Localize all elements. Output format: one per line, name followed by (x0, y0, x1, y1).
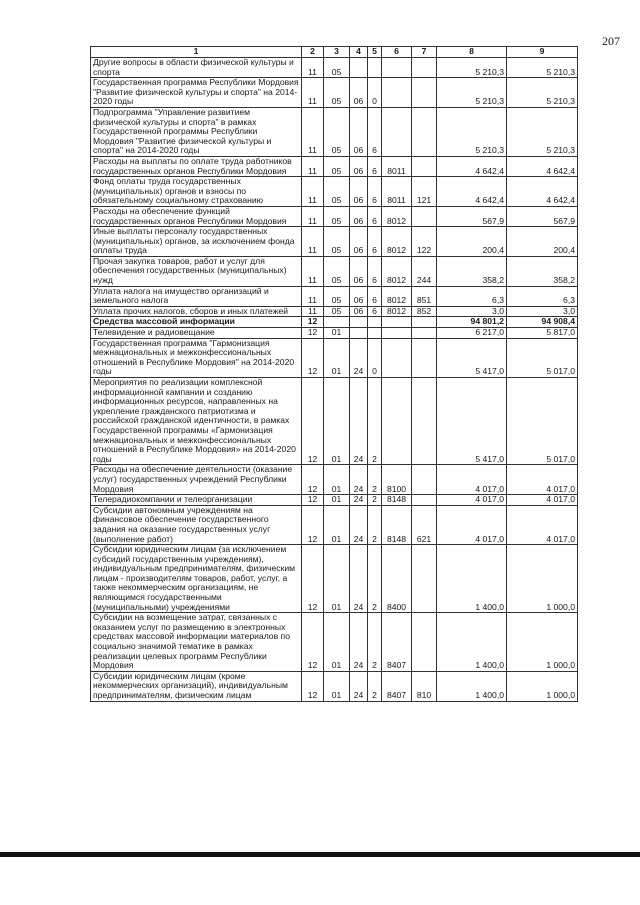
cell-7: 621 (412, 505, 437, 544)
cell-9: 4 017,0 (507, 495, 578, 506)
cell-9: 4 642,4 (507, 156, 578, 176)
cell-4: 24 (350, 505, 368, 544)
cell-9: 3,0 (507, 306, 578, 317)
cell-6: 8100 (382, 465, 412, 495)
row-label: Уплата прочих налогов, сборов и иных платежей (91, 306, 302, 317)
cell-3: 05 (324, 107, 350, 156)
cell-4: 06 (350, 206, 368, 226)
cell-2: 12 (302, 328, 324, 339)
cell-9: 5 210,3 (507, 78, 578, 108)
row-label: Государственная программа "Гармонизация межнациональных и межконфессиональных отношений в Республике Мордовия" на 2014-2020 годы (91, 338, 302, 377)
cell-3: 05 (324, 227, 350, 257)
cell-2: 11 (302, 58, 324, 78)
row-label: Мероприятия по реализации комплексной информационной кампании и созданию информационных ресурсов, направленных на укрепление гражданского патриотизма и российской гражданской идентичности, в рамках Государственной программы «Гармонизация межнациональных и межконфессиональных отношений в Республике Мордовия» на 2014-2020 годы (91, 378, 302, 465)
cell-9: 5 210,3 (507, 107, 578, 156)
table-row (91, 78, 578, 108)
cell-2: 11 (302, 306, 324, 317)
cell-4: 24 (350, 545, 368, 613)
row-label: Подпрограмма "Управление развитием физической культуры и спорта" в рамках Государственной программы Республики Мордовия "Развитие физической культуры и спорта" на 2014-2020 годы (91, 107, 302, 156)
cell-4: 06 (350, 286, 368, 306)
cell-5: 6 (368, 177, 382, 207)
cell-4: 06 (350, 256, 368, 286)
row-label: Расходы на обеспечение деятельности (оказание услуг) государственных учреждений Республики Мордовия (91, 465, 302, 495)
cell-7: 121 (412, 177, 437, 207)
table-row (91, 156, 578, 176)
cell-5: 6 (368, 256, 382, 286)
table-body (91, 58, 578, 702)
cell-7 (412, 545, 437, 613)
cell-6 (382, 328, 412, 339)
cell-4 (350, 328, 368, 339)
col-header: 2 (302, 47, 324, 58)
cell-4: 06 (350, 177, 368, 207)
cell-9: 567,9 (507, 206, 578, 226)
cell-6: 8148 (382, 505, 412, 544)
cell-3: 05 (324, 58, 350, 78)
cell-3: 05 (324, 177, 350, 207)
cell-8: 6,3 (437, 286, 507, 306)
cell-8: 4 642,4 (437, 177, 507, 207)
cell-3: 01 (324, 671, 350, 701)
cell-2: 11 (302, 286, 324, 306)
page-number: 207 (602, 34, 620, 48)
cell-3: 05 (324, 286, 350, 306)
row-label: Прочая закупка товаров, работ и услуг для обеспечения государственных (муниципальных) нужд (91, 256, 302, 286)
cell-3: 01 (324, 465, 350, 495)
cell-9: 6,3 (507, 286, 578, 306)
cell-7 (412, 378, 437, 465)
col-header: 8 (437, 47, 507, 58)
cell-2: 11 (302, 227, 324, 257)
cell-4: 24 (350, 378, 368, 465)
cell-3: 01 (324, 378, 350, 465)
cell-9: 94 908,4 (507, 317, 578, 328)
row-label: Государственная программа Республики Мордовия "Развитие физической культуры и спорта" на 2014-2020 годы (91, 78, 302, 108)
cell-8: 3,0 (437, 306, 507, 317)
cell-8: 4 642,4 (437, 156, 507, 176)
cell-8: 4 017,0 (437, 465, 507, 495)
cell-2: 12 (302, 338, 324, 377)
cell-4: 24 (350, 338, 368, 377)
cell-3: 01 (324, 613, 350, 672)
cell-7 (412, 107, 437, 156)
cell-6: 8012 (382, 206, 412, 226)
cell-4: 24 (350, 671, 368, 701)
row-label: Телерадиокомпании и телеорганизации (91, 495, 302, 506)
cell-9: 4 642,4 (507, 177, 578, 207)
row-label: Субсидии автономным учреждениям на финансовое обеспечение государственного задания на оказание государственных услуг (выполнение работ) (91, 505, 302, 544)
cell-5: 2 (368, 613, 382, 672)
cell-3: 01 (324, 338, 350, 377)
cell-5: 6 (368, 156, 382, 176)
col-header: 6 (382, 47, 412, 58)
bottom-rule (0, 852, 640, 857)
table-row (91, 107, 578, 156)
cell-7 (412, 613, 437, 672)
cell-8: 5 210,3 (437, 58, 507, 78)
cell-4: 06 (350, 227, 368, 257)
table-row (91, 317, 578, 328)
table-row (91, 613, 578, 672)
table-row (91, 328, 578, 339)
cell-9: 1 000,0 (507, 545, 578, 613)
cell-5: 6 (368, 107, 382, 156)
cell-2: 11 (302, 78, 324, 108)
cell-5: 0 (368, 338, 382, 377)
cell-2: 12 (302, 505, 324, 544)
table-row (91, 545, 578, 613)
cell-8: 5 417,0 (437, 378, 507, 465)
table-row (91, 495, 578, 506)
row-label: Уплата налога на имущество организаций и земельного налога (91, 286, 302, 306)
cell-8: 5 417,0 (437, 338, 507, 377)
cell-7: 810 (412, 671, 437, 701)
table-row (91, 505, 578, 544)
cell-5: 2 (368, 671, 382, 701)
cell-6 (382, 58, 412, 78)
cell-7 (412, 465, 437, 495)
cell-2: 12 (302, 545, 324, 613)
cell-9: 1 000,0 (507, 613, 578, 672)
table-row (91, 286, 578, 306)
cell-5: 2 (368, 378, 382, 465)
cell-4: 24 (350, 465, 368, 495)
cell-4 (350, 58, 368, 78)
cell-5: 2 (368, 545, 382, 613)
cell-5 (368, 317, 382, 328)
row-label: Фонд оплаты труда государственных (муниципальных) органов и взносы по обязательному социальному страхованию (91, 177, 302, 207)
cell-8: 5 210,3 (437, 78, 507, 108)
cell-6: 8148 (382, 495, 412, 506)
cell-9: 4 017,0 (507, 465, 578, 495)
cell-6 (382, 317, 412, 328)
cell-6: 8400 (382, 545, 412, 613)
cell-2: 11 (302, 107, 324, 156)
cell-9: 4 017,0 (507, 505, 578, 544)
cell-6: 8011 (382, 156, 412, 176)
cell-7: 851 (412, 286, 437, 306)
cell-4: 24 (350, 495, 368, 506)
table-row (91, 338, 578, 377)
cell-7 (412, 328, 437, 339)
cell-7: 122 (412, 227, 437, 257)
cell-6: 8012 (382, 286, 412, 306)
cell-5 (368, 328, 382, 339)
table-row (91, 227, 578, 257)
cell-8: 5 210,3 (437, 107, 507, 156)
table-row (91, 465, 578, 495)
cell-8: 4 017,0 (437, 505, 507, 544)
cell-9: 200,4 (507, 227, 578, 257)
col-header: 7 (412, 47, 437, 58)
cell-6: 8012 (382, 306, 412, 317)
cell-2: 12 (302, 465, 324, 495)
cell-3: 05 (324, 256, 350, 286)
cell-7 (412, 495, 437, 506)
cell-7 (412, 78, 437, 108)
row-label: Субсидии юридическим лицам (кроме некоммерческих организаций), индивидуальным предпринимателям, физическим лицам (91, 671, 302, 701)
cell-2: 12 (302, 671, 324, 701)
table-row (91, 177, 578, 207)
cell-7 (412, 58, 437, 78)
cell-5 (368, 58, 382, 78)
col-header: 9 (507, 47, 578, 58)
cell-4: 24 (350, 613, 368, 672)
col-header: 5 (368, 47, 382, 58)
cell-5: 2 (368, 465, 382, 495)
cell-2: 12 (302, 495, 324, 506)
cell-5: 6 (368, 306, 382, 317)
cell-2: 11 (302, 177, 324, 207)
cell-9: 358,2 (507, 256, 578, 286)
cell-5: 6 (368, 227, 382, 257)
cell-6 (382, 338, 412, 377)
cell-6 (382, 78, 412, 108)
cell-3: 01 (324, 495, 350, 506)
cell-4: 06 (350, 156, 368, 176)
cell-5: 2 (368, 505, 382, 544)
cell-5: 0 (368, 78, 382, 108)
row-label: Расходы на обеспечение функций государственных органов Республики Мордовия (91, 206, 302, 226)
cell-5: 6 (368, 206, 382, 226)
cell-8: 94 801,2 (437, 317, 507, 328)
cell-4: 06 (350, 78, 368, 108)
cell-8: 200,4 (437, 227, 507, 257)
cell-2: 11 (302, 156, 324, 176)
col-header: 3 (324, 47, 350, 58)
cell-2: 12 (302, 317, 324, 328)
table-row (91, 671, 578, 701)
cell-6 (382, 107, 412, 156)
cell-7 (412, 317, 437, 328)
cell-3: 05 (324, 156, 350, 176)
row-label: Телевидение и радиовещание (91, 328, 302, 339)
cell-8: 358,2 (437, 256, 507, 286)
cell-2: 11 (302, 256, 324, 286)
cell-6: 8012 (382, 227, 412, 257)
cell-8: 1 400,0 (437, 613, 507, 672)
col-header: 4 (350, 47, 368, 58)
row-label: Субсидии юридическим лицам (за исключением субсидий государственным учреждениям), индивидуальным предпринимателям, физическим лицам - производителям товаров, работ, услуг, а также некоммерческим организациям, не являющимся государственными (муниципальными) учреждениями (91, 545, 302, 613)
cell-6: 8407 (382, 613, 412, 672)
cell-9: 5 210,3 (507, 58, 578, 78)
row-label: Расходы на выплаты по оплате труда работников государственных органов Республики Мордовия (91, 156, 302, 176)
cell-9: 5 017,0 (507, 338, 578, 377)
cell-6: 8012 (382, 256, 412, 286)
cell-3: 05 (324, 306, 350, 317)
cell-7 (412, 338, 437, 377)
cell-7 (412, 206, 437, 226)
cell-3: 01 (324, 328, 350, 339)
cell-4 (350, 317, 368, 328)
cell-7 (412, 156, 437, 176)
cell-6: 8011 (382, 177, 412, 207)
cell-8: 567,9 (437, 206, 507, 226)
row-label: Субсидии на возмещение затрат, связанных с оказанием услуг по размещению в электронных средствах массовой информации материалов по социально значимой тематике в рамках реализации целевых программ Республики Мордовия (91, 613, 302, 672)
cell-8: 1 400,0 (437, 671, 507, 701)
cell-9: 1 000,0 (507, 671, 578, 701)
cell-2: 12 (302, 378, 324, 465)
cell-2: 11 (302, 206, 324, 226)
cell-9: 5 017,0 (507, 378, 578, 465)
cell-4: 06 (350, 306, 368, 317)
cell-7: 244 (412, 256, 437, 286)
cell-3: 01 (324, 505, 350, 544)
row-label: Иные выплаты персоналу государственных (муниципальных) органов, за исключением фонда оплаты труда (91, 227, 302, 257)
table-row (91, 58, 578, 78)
cell-2: 12 (302, 613, 324, 672)
row-label: Другие вопросы в области физической культуры и спорта (91, 58, 302, 78)
cell-6: 8407 (382, 671, 412, 701)
table-row (91, 206, 578, 226)
budget-table (90, 46, 578, 702)
table-row (91, 378, 578, 465)
table-row (91, 256, 578, 286)
cell-3: 05 (324, 206, 350, 226)
cell-3: 05 (324, 78, 350, 108)
cell-8: 4 017,0 (437, 495, 507, 506)
cell-5: 2 (368, 495, 382, 506)
cell-7: 852 (412, 306, 437, 317)
cell-4: 06 (350, 107, 368, 156)
cell-9: 5 817,0 (507, 328, 578, 339)
table-row (91, 306, 578, 317)
cell-3 (324, 317, 350, 328)
cell-5: 6 (368, 286, 382, 306)
row-label: Средства массовой информации (91, 317, 302, 328)
cell-8: 1 400,0 (437, 545, 507, 613)
table-header-row (91, 47, 578, 58)
cell-3: 01 (324, 545, 350, 613)
cell-6 (382, 378, 412, 465)
col-header: 1 (91, 47, 302, 58)
cell-8: 6 217,0 (437, 328, 507, 339)
